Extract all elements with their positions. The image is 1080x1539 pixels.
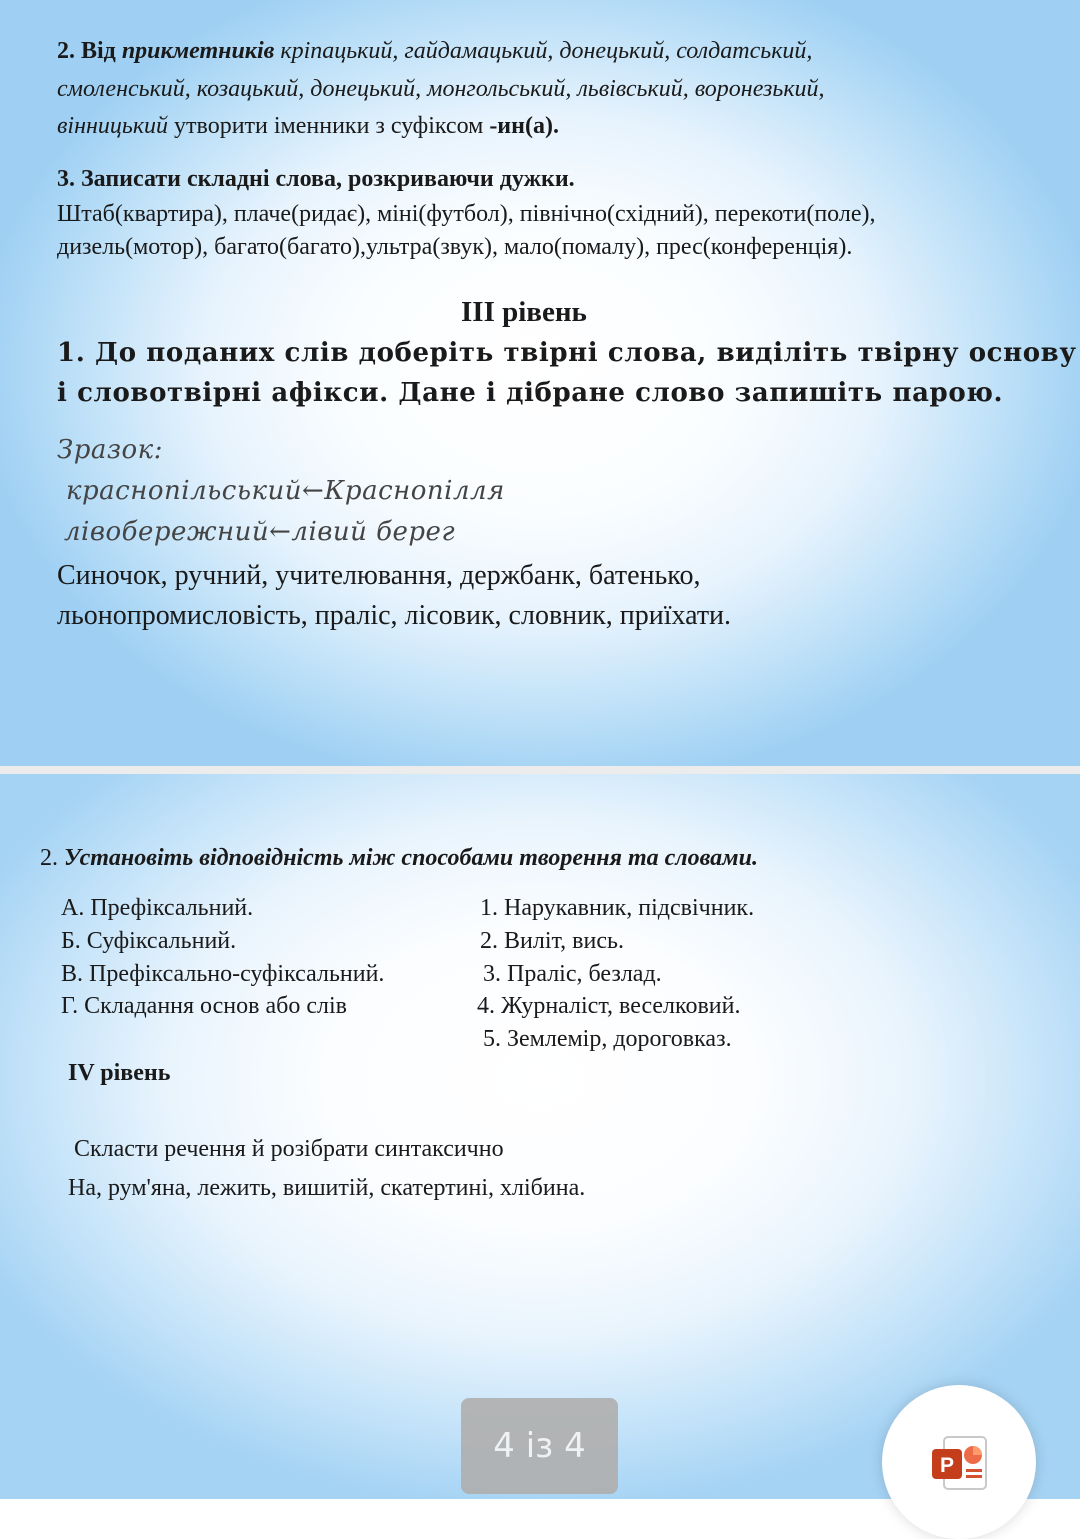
words-1: 1. Нарукавник, підсвічник.: [480, 895, 755, 921]
task-2-line-3: [57, 113, 559, 140]
word-list: кріпацький, гайдамацький, донецький, солдатський,: [274, 38, 813, 64]
powerpoint-letter: P: [939, 1454, 955, 1477]
task-1-line-2: і словотвірні афікси. Дане і дібране слово запишіть парою.: [57, 378, 1004, 408]
powerpoint-icon: [930, 1433, 992, 1493]
task-instruction: Скласти речення й розібрати синтаксично: [74, 1136, 504, 1162]
task-number: 2. Від: [57, 38, 122, 64]
task-keyword: прикметників: [121, 38, 275, 64]
words-line-2: льонопромисловість, праліс, лісовик, словник, приїхати.: [57, 600, 732, 631]
task-2-title: [40, 845, 758, 872]
words-3: 3. Праліс, безлад.: [483, 961, 662, 987]
slide-page-4: [0, 774, 1080, 1499]
task-words: На, рум'яна, лежить, вишитій, скатертині, хлібина.: [68, 1175, 586, 1201]
sample-label: Зразок:: [57, 435, 163, 465]
level-4-heading: IV рівень: [68, 1060, 171, 1086]
words-5: 5. Землемір, дороговказ.: [483, 1026, 732, 1052]
task-3-title: 3. Записати складні слова, розкриваючи дужки.: [57, 166, 575, 192]
open-in-powerpoint-button[interactable]: [882, 1385, 1036, 1539]
words-line-1: Синочок, ручний, учителювання, держбанк, батенько,: [57, 560, 701, 591]
task-instruction: утворити іменники з суфіксом: [168, 113, 490, 139]
task-number: 2.: [40, 845, 64, 871]
method-c: В. Префіксально-суфіксальний.: [61, 961, 385, 987]
words-4: 4. Журналіст, веселковий.: [477, 993, 741, 1019]
method-b: Б. Суфіксальний.: [61, 928, 237, 954]
task-3-line-1: Штаб(квартира), плаче(ридає), міні(футбол), північно(східний), перекоти(поле),: [57, 201, 876, 227]
slide-page-3: [0, 0, 1080, 766]
task-title-text: Установіть відповідність між способами творення та словами.: [64, 845, 758, 871]
word-list: вінницький: [57, 113, 169, 139]
task-2-line-1: [57, 38, 812, 65]
page-separator: [0, 766, 1080, 774]
method-d: Г. Складання основ або слів: [61, 993, 347, 1019]
method-a: А. Префіксальний.: [61, 895, 254, 921]
task-1-line-1: 1. До поданих слів доберіть твірні слова, виділіть твірну основу: [57, 338, 1077, 368]
task-2-line-2: смоленський, козацький, донецький, монгольський, львівський, воронезький,: [57, 76, 825, 102]
task-3-line-2: дизель(мотор), багато(багато),ультра(звук), мало(помалу), прес(конференція).: [57, 234, 853, 260]
sample-1: краснопільський←Краснопілля: [66, 476, 505, 506]
level-3-heading: III рівень: [461, 296, 587, 328]
words-2: 2. Виліт, вись.: [480, 928, 624, 954]
page-counter: 4 із 4: [461, 1398, 618, 1494]
suffix: -ин(а).: [489, 113, 559, 139]
sample-2: лівобережний←лівий берег: [64, 517, 456, 547]
